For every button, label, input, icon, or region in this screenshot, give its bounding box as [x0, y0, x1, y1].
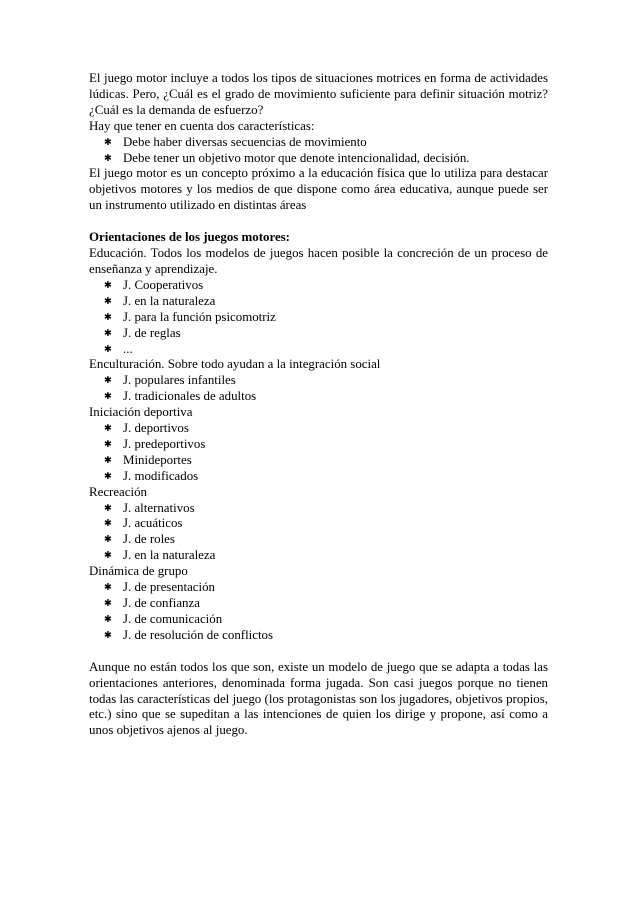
motor-game-concept-paragraph: El juego motor es un concepto próximo a la educación física que lo utiliza para destacar objetivos motores y los medios de que dispone como área educativa, aunque puede ser un instrumento utilizado en distintas áreas [89, 166, 548, 213]
list-item: ✱ J. de resolución de conflictos [104, 627, 273, 642]
characteristics-list [89, 135, 548, 167]
list-item: ✱ J. acuáticos [104, 516, 183, 531]
list-item: ✱ J. para la función psicomotriz [104, 309, 276, 324]
bullet-star-icon: ✱ [104, 391, 112, 403]
group-title-dinamica-de-grupo: Dinámica de grupo [89, 564, 188, 579]
list-item: ✱ J. en la naturaleza [104, 548, 216, 563]
educacion-list [89, 278, 548, 358]
bullet-star-icon: ✱ [104, 438, 112, 450]
bullet-star-icon: ✱ [104, 470, 112, 482]
bullet-star-icon: ✱ [104, 629, 112, 641]
list-item: ✱ J. alternativos [104, 500, 195, 515]
list-item: ✱ J. de comunicación [104, 611, 223, 626]
list-item: ✱ J. Cooperativos [104, 277, 204, 292]
list-item: ✱ J. modificados [104, 468, 199, 483]
bullet-star-icon: ✱ [104, 343, 112, 355]
list-item: ✱ J. en la naturaleza [104, 293, 216, 308]
bullet-star-icon: ✱ [104, 534, 112, 546]
dinamica-de-grupo-list [89, 580, 548, 644]
intro-characteristics-line: Hay que tener en cuenta dos características: [89, 118, 315, 133]
bullet-star-icon: ✱ [104, 152, 112, 164]
bullet-star-icon: ✱ [104, 613, 112, 625]
list-item: ✱ Debe tener un objetivo motor que denote intencionalidad, decisión. [104, 150, 470, 165]
bullet-star-icon: ✱ [104, 136, 112, 148]
group-title-iniciacion-deportiva: Iniciación deportiva [89, 405, 193, 420]
group-title-enculturacion: Enculturación. Sobre todo ayudan a la integración social [89, 357, 381, 372]
bullet-star-icon: ✱ [104, 279, 112, 291]
bullet-star-icon: ✱ [104, 550, 112, 562]
iniciacion-deportiva-list [89, 421, 548, 485]
list-item: ✱ J. de roles [104, 532, 175, 547]
bullet-star-icon: ✱ [104, 295, 112, 307]
list-item: ✱ J. populares infantiles [104, 373, 236, 388]
bullet-star-icon: ✱ [104, 423, 112, 435]
bullet-star-icon: ✱ [104, 454, 112, 466]
group-title-recreacion: Recreación [89, 484, 147, 499]
paragraph-spacer [89, 644, 548, 660]
list-item: ✱ J. de confianza [104, 596, 200, 610]
group-title-educacion: Educación. Todos los modelos de juegos hacen posible la concreción de un proceso de enseñanza y aprendizaje. [89, 246, 548, 276]
document-body [89, 71, 548, 739]
bullet-star-icon: ✱ [104, 598, 112, 609]
bullet-star-icon: ✱ [104, 518, 112, 530]
orientaciones-heading: Orientaciones de los juegos motores: [89, 230, 290, 245]
recreacion-list [89, 501, 548, 565]
list-item: ✱ ... [104, 341, 133, 356]
list-item: ✱ J. de reglas [104, 325, 181, 340]
bullet-star-icon: ✱ [104, 582, 112, 594]
bullet-star-icon: ✱ [104, 327, 112, 339]
intro-paragraph: El juego motor incluye a todos los tipos de situaciones motrices en forma de actividades lúdicas. Pero, ¿Cuál es el grado de movimiento suficiente para definir situación motriz? ¿Cuál es la demanda de esfuerzo? [89, 71, 548, 117]
list-item: ✱ Minideportes [104, 452, 192, 467]
list-item: ✱ J. predeportivos [104, 436, 206, 451]
list-item: ✱ J. tradicionales de adultos [104, 389, 257, 404]
bullet-star-icon: ✱ [104, 311, 112, 323]
list-item: ✱ J. de presentación [104, 580, 215, 595]
list-item: ✱ J. deportivos [104, 421, 189, 436]
bullet-star-icon: ✱ [104, 375, 112, 387]
enculturacion-list [89, 373, 548, 405]
paragraph-spacer [89, 214, 548, 230]
list-item: ✱ Debe haber diversas secuencias de movimiento [104, 134, 367, 149]
closing-paragraph: Aunque no están todos los que son, existe un modelo de juego que se adapta a todas las orientaciones anteriores, denominada forma jugada. Son casi juegos porque no tienen todas las características del juego (los protagonistas son los jugadores, objetivos propios, etc.) sino que se supeditan a las intenciones de quien los dirige y propone, así como a unos objetivos ajenos al juego. [89, 659, 548, 738]
bullet-star-icon: ✱ [104, 502, 112, 514]
